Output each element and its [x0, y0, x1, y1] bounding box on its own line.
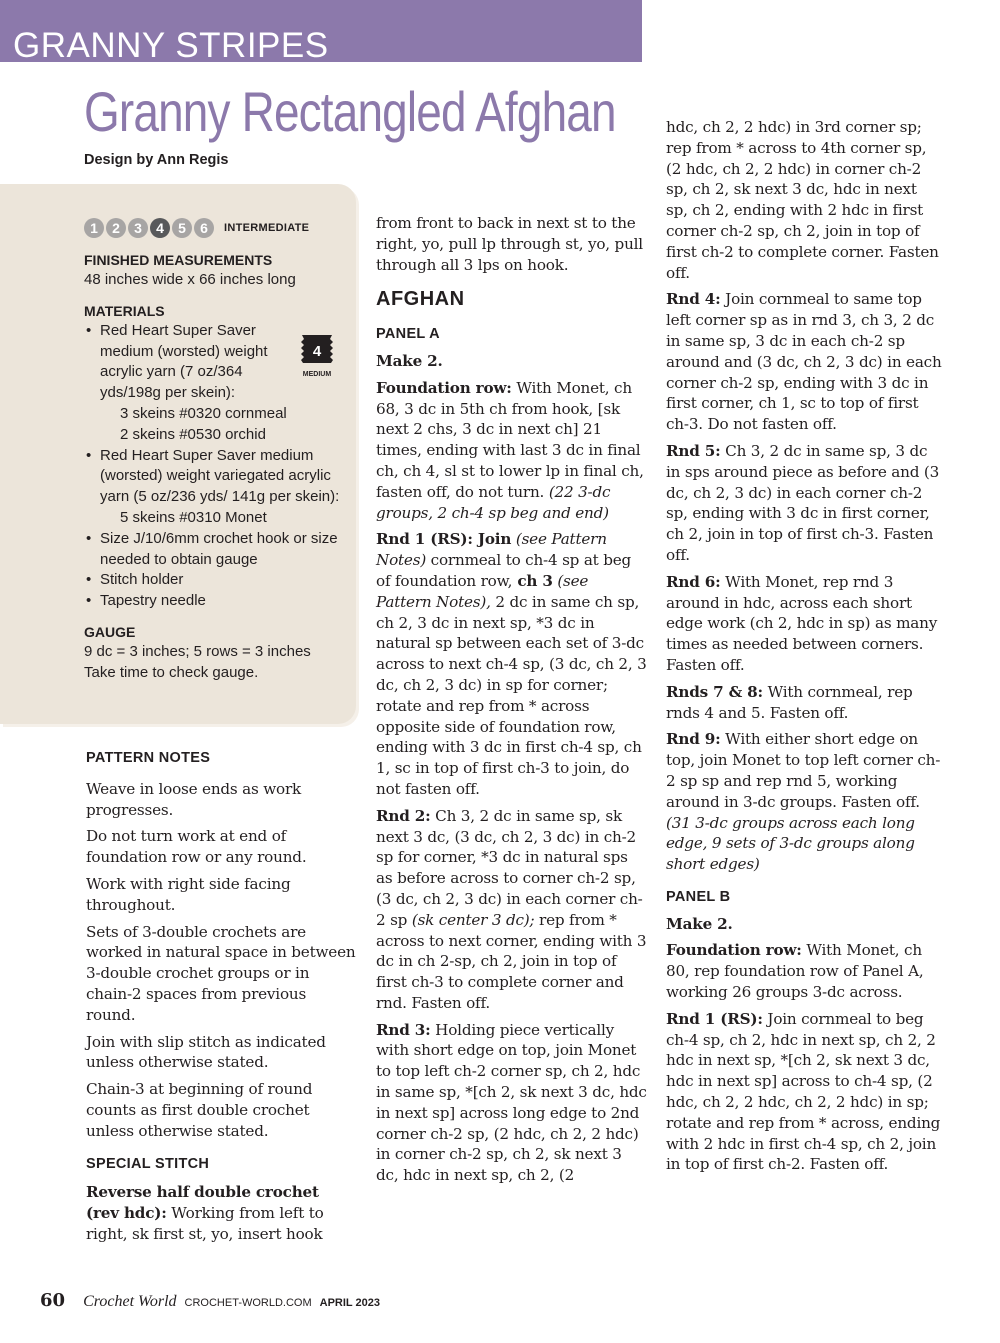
round-1: Rnd 1 (RS): Join cornmeal to beg ch-4 sp, ch 2, hdc in next sp, ch 2, 2 hdc in next sp, *[ch 2, sk next 3 dc, hdc in next sp] across to ch-4 sp, (2 hdc, ch 2, 2 hdc, ch 2, 2 hdc) in sp; rotate and rep from * across, ending with 2 hdc in first ch-4 sp, ch 2, join in top of first ch-2. Fasten off. [666, 1009, 941, 1174]
pattern-notes-heading: PATTERN NOTES [86, 750, 211, 766]
pattern-note: Weave in loose ends as work progresses. [86, 779, 302, 819]
page-footer [40, 1290, 380, 1311]
panel-b-heading: PANEL B [666, 888, 731, 905]
round-4: Rnd 4: Join cornmeal to same top left corner sp as in rnd 3, ch 3, 2 dc in same sp, 3 dc in each ch-2 sp around and (3 dc, ch 2, 3 dc) in each corner ch-2 sp, ending with 3 dc in first corner, ch 1, sc to top of first ch-3. Do not fasten off. [666, 290, 942, 434]
pattern-note: Do not turn work at end of foundation row or any round. [86, 827, 307, 867]
finished-measurements-heading: FINISHED MEASUREMENTS [84, 252, 273, 268]
round-3-continued: hdc, ch 2, 2 hdc) in 3rd corner sp; rep from * across to 4th corner sp, (2 hdc, ch 2, 2 hdc) in corner ch-2 sp, ch 2, sk next 3 dc, hdc in next sp, ch 2, ending with 2 hdc in first corner ch-2 sp, ch 2, join in top of first ch-2 to complete corner. Fasten off. [666, 118, 939, 282]
panel-a-heading: PANEL A [376, 326, 440, 343]
material-subitem: 3 skeins #0320 cornmeal [120, 404, 287, 422]
material-subitem: 5 skeins #0310 Monet [120, 508, 267, 526]
skill-level-label: INTERMEDIATE [224, 221, 310, 234]
pattern-note: Join with slip stitch as indicated unless otherwise stated. [86, 1032, 326, 1072]
category-banner [0, 0, 642, 65]
gauge-note: Take time to check gauge. [84, 663, 259, 681]
column-1 [86, 748, 356, 1245]
round-2: Rnd 2: Ch 3, 2 dc in same sp, sk next 3 dc, (3 dc, ch 2, 3 dc) in ch-2 sp for corner, *3 dc in natural sps as before across to corner ch-2 sp, (3 dc, ch 2, 3 dc) in each corner ch-2 sp (sk center 3 dc); rep from * across to next corner, ending with 3 dc in ch 2-sp, ch 2, join in top of first ch-3 to complete corner and rnd. Fasten off. [376, 806, 647, 1012]
skill-dot-4: 4 [150, 218, 170, 238]
skill-dot-6: 6 [194, 218, 214, 238]
category-label: GRANNY STRIPES [13, 26, 329, 65]
special-stitch-heading: SPECIAL STITCH [86, 1155, 210, 1172]
pattern-note: Chain-3 at beginning of round counts as first double crochet unless otherwise stated. [86, 1080, 313, 1140]
material-item: • Tapestry needle [84, 591, 346, 612]
skill-dot-1: 1 [84, 218, 104, 238]
magazine-name: Crochet World [83, 1293, 177, 1310]
make-count: Make 2. [666, 914, 733, 933]
magazine-url: CROCHET-WORLD.COM [184, 1297, 312, 1309]
special-stitch-continued: from front to back in next st to the right, yo, pull lp through st, yo, pull through all 3 lps on hook. [376, 214, 643, 274]
column-2 [376, 213, 648, 1192]
skill-dot-2: 2 [106, 218, 126, 238]
material-subitem: 2 skeins #0530 orchid [120, 425, 266, 443]
gauge-text: 9 dc = 3 inches; 5 rows = 3 inches [84, 642, 311, 660]
skill-dot-5: 5 [172, 218, 192, 238]
finished-measurements-text: 48 inches wide x 66 inches long [84, 271, 296, 288]
pattern-note: Sets of 3-double crochets are worked in natural space in between 3-double crochet groups or in chain-2 spaces from previous round. [86, 922, 356, 1024]
skill-dot-3: 3 [128, 218, 148, 238]
afghan-heading: AFGHAN [376, 288, 465, 311]
materials-heading: MATERIALS [84, 302, 165, 319]
round-6: Rnd 6: With Monet, rep rnd 3 around in hdc, across each short edge work (ch 2, hdc in sp) as many times as needed between corners. Fasten off. [666, 572, 938, 674]
round-1: Rnd 1 (RS): Join (see Pattern Notes) cornmeal to ch-4 sp at beg of foundation row, ch 3 (see Pattern Notes), 2 dc in same ch sp, ch 2, 3 dc in next sp, *3 dc in natural sp between each set of 3-dc across to next ch-4 sp, (3 dc, ch 2, 3 dc, ch 2, 3 dc) in sp for corner; rotate and rep from * across opposite side of foundation row, ending with 3 dc in first ch-4 sp, ch 1, sc in top of first ch-3 to join, do not fasten off. [376, 530, 647, 798]
round-9: Rnd 9: With either short edge on top, join Monet to top left corner ch-2 sp sp and rep rnd 5, working around in 3-dc groups. Fasten off. (31 3-dc groups across each long edge, 9 sets of 3-dc groups along short edges) [666, 730, 941, 874]
foundation-row: Foundation row: With Monet, ch 68, 3 dc in 5th ch from hook, [sk next 2 chs, 3 dc in next ch] 21 times, ending with last 3 dc in final ch, ch 4, sl st to lower lp in final ch, fasten off, do not turn. (22 3-dc groups, 2 ch-4 sp beg and end) [376, 378, 644, 522]
round-3: Rnd 3: Holding piece vertically with short edge on top, join Monet to top left ch-2 corner sp, ch 2, hdc in same sp, *[ch 2, sk next 3 dc, hdc in next sp] across long edge to 2nd corner ch-2 sp, (2 hdc, ch 2, 2 hdc) in corner ch-2 sp, ch 2, sk next 3 dc, hdc in next sp, ch 2, (2 [376, 1020, 647, 1185]
foundation-row: Foundation row: With Monet, ch 80, rep foundation row of Panel A, working 26 groups 3-dc across. [666, 941, 924, 1002]
material-item: • Red Heart Super Saver medium (worsted) weight acrylic yarn (7 oz/364 yds/198g per skein): [84, 321, 346, 404]
skill-level-row [84, 216, 346, 240]
page-title: Granny Rectangled Afghan [84, 80, 616, 143]
column-3 [666, 117, 942, 1181]
page-number: 60 [40, 1290, 66, 1311]
material-item: • Red Heart Super Saver medium (worsted) weight variegated acrylic yarn (5 oz/236 yds/ 141g per skein): [84, 446, 346, 508]
gauge-heading: GAUGE [84, 623, 136, 640]
material-item: • Stitch holder [84, 570, 346, 591]
rounds-7-8: Rnds 7 & 8: With cornmeal, rep rnds 4 and 5. Fasten off. [666, 682, 913, 722]
designer-credit: Design by Ann Regis [84, 152, 229, 168]
special-stitch-text: Reverse half double crochet (rev hdc): Working from left to right, sk first st, yo, insert hook [86, 1183, 324, 1243]
issue-date: APRIL 2023 [319, 1297, 380, 1309]
round-5: Rnd 5: Ch 3, 2 dc in same sp, 3 dc in sps around piece as before and (3 dc, ch 2, 3 dc) in each corner ch-2 sp, ending with 3 dc in first corner, ch 2, join in top of first ch-3. Fasten off. [666, 441, 940, 564]
yarn-weight-label: MEDIUM [302, 371, 332, 378]
pattern-info-box [0, 184, 356, 724]
pattern-note: Work with right side facing throughout. [86, 874, 291, 914]
pattern-info-content [84, 216, 346, 684]
make-count: Make 2. [376, 351, 443, 370]
yarn-weight-icon [292, 331, 342, 381]
yarn-weight-number: 4 [312, 343, 322, 360]
material-item: • Size J/10/6mm crochet hook or size needed to obtain gauge [84, 529, 346, 571]
